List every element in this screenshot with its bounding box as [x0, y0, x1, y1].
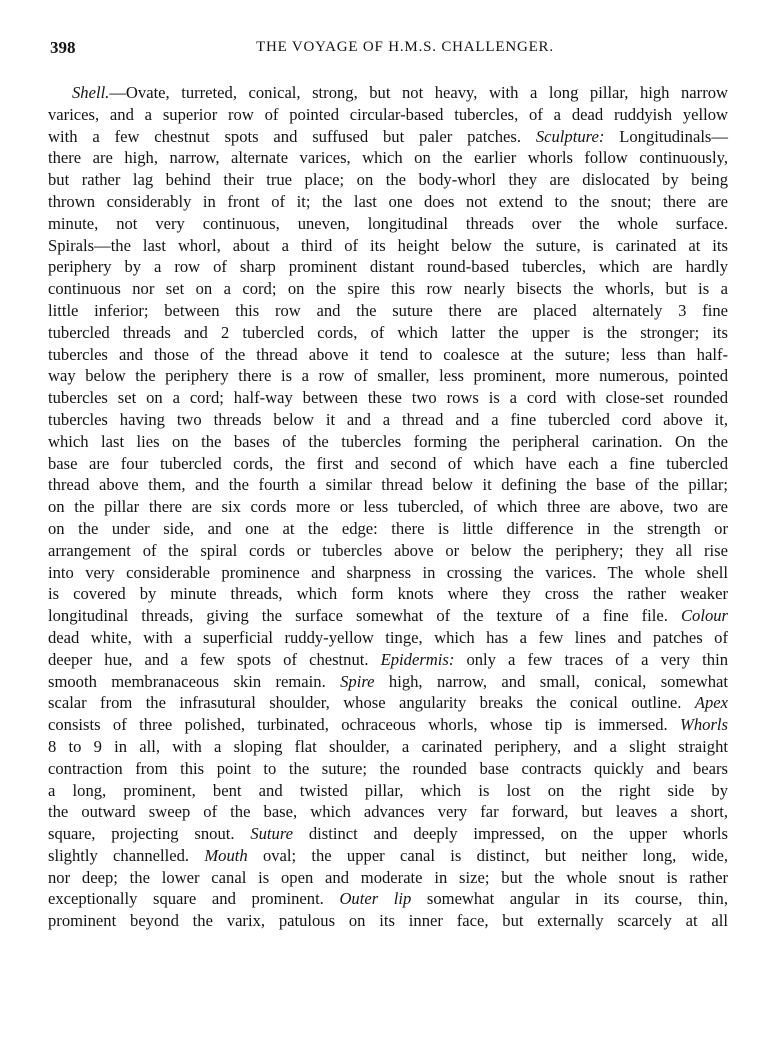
- text-line: [48, 910, 728, 932]
- text-line: [48, 714, 728, 736]
- italic-term: Mouth: [204, 845, 248, 865]
- text-segment: nor deep; the lower canal is open and moderate in size; but the whole snout is rather: [48, 867, 728, 887]
- text-line: [48, 104, 728, 126]
- text-segment: only a few traces of a very thin: [454, 649, 728, 669]
- text-segment: dead white, with a superficial ruddy-yellow tinge, which has a few lines and patches of: [48, 627, 728, 647]
- text-segment: but rather lag behind their true place; on the body-whorl they are dislocated by being: [48, 170, 728, 190]
- text-segment: the outward sweep of the base, which advances very far forward, but leaves a short,: [48, 802, 728, 822]
- text-segment: thrown considerably in front of it; the last one does not extend to the snout; there are: [48, 191, 728, 211]
- italic-term: Epidermis:: [380, 649, 455, 669]
- italic-term: Suture: [250, 824, 294, 844]
- text-segment: tubercled threads and 2 tubercled cords, of which latter the upper is the stronger; its: [48, 322, 728, 342]
- text-segment: minute, not very continuous, uneven, longitudinal threads over the whole surface.: [48, 213, 728, 233]
- text-line: [48, 256, 728, 278]
- italic-term: Whorls: [680, 715, 728, 735]
- text-line: [48, 474, 728, 496]
- text-line: [48, 888, 728, 910]
- text-line: [48, 736, 728, 758]
- text-line: [48, 649, 728, 671]
- italic-term: Shell.: [72, 83, 110, 102]
- text-line: [48, 387, 728, 409]
- text-line: [48, 453, 728, 475]
- text-segment: base are four tubercled cords, the first and second of which have each a fine tubercled: [48, 453, 728, 473]
- text-segment: varices, and a superior row of pointed circular-based tubercles, of a dead ruddyish yellow: [48, 104, 728, 124]
- text-segment: tubercles having two threads below it and a thread and a fine tubercled cord above it,: [48, 409, 728, 429]
- text-segment: on the pillar there are six cords more or less tubercled, of which three are above, two are: [48, 497, 728, 517]
- page-number: 398: [50, 38, 76, 57]
- text-segment: somewhat angular in its course, thin,: [411, 889, 728, 909]
- text-segment: which last lies on the bases of the tubercles forming the peripheral carination. On the: [48, 431, 728, 451]
- text-line: [48, 627, 728, 649]
- text-segment: distinct and deeply impressed, on the upper whorls: [293, 824, 728, 844]
- italic-term: Outer lip: [339, 889, 412, 909]
- text-segment: longitudinal threads, giving the surface somewhat of the texture of a fine file.: [48, 606, 681, 626]
- text-line: [48, 409, 728, 431]
- text-segment: deeper hue, and a few spots of chestnut.: [48, 649, 381, 669]
- running-title: THE VOYAGE OF H.M.S. CHALLENGER.: [256, 39, 554, 55]
- text-line: [48, 518, 728, 540]
- text-line: [48, 213, 728, 235]
- text-segment: 8 to 9 in all, with a sloping flat shoulder, a carinated periphery, and a slight straight: [48, 736, 728, 756]
- text-line: [48, 365, 728, 387]
- text-segment: is covered by minute threads, which form knots where they cross the rather weaker: [48, 584, 728, 604]
- text-line: [48, 147, 728, 169]
- text-line: [48, 845, 728, 867]
- italic-term: Colour: [680, 606, 728, 626]
- text-segment: way below the periphery there is a row of smaller, less prominent, more numerous, pointed: [48, 366, 728, 386]
- italic-term: Spire: [340, 671, 375, 691]
- text-line: [48, 169, 728, 191]
- text-line: [48, 562, 728, 584]
- text-segment: little inferior; between this row and the suture there are placed alternately 3 fine: [48, 300, 728, 320]
- page-header: [50, 38, 730, 60]
- text-line: [48, 671, 728, 693]
- text-segment: contraction from this point to the suture; the rounded base contracts quickly and bears: [48, 758, 728, 778]
- text-line: [48, 496, 728, 518]
- text-segment: with a few chestnut spots and suffused but paler patches.: [48, 126, 536, 146]
- text-segment: consists of three polished, turbinated, ochraceous whorls, whose tip is immersed.: [48, 715, 681, 735]
- text-segment: high, narrow, and small, conical, somewhat: [374, 671, 728, 691]
- text-line: [48, 758, 728, 780]
- text-line: [48, 82, 728, 104]
- italic-term: Apex: [694, 693, 728, 713]
- text-segment: periphery by a row of sharp prominent distant round-based tubercles, which are hardly: [48, 257, 728, 277]
- text-line: [48, 235, 728, 257]
- text-line: [48, 540, 728, 562]
- text-line: [48, 191, 728, 213]
- text-segment: scalar from the infrasutural shoulder, whose angularity breaks the conical outline.: [48, 693, 695, 713]
- text-segment: thread above them, and the fourth a similar thread below it defining the base of the pillar;: [48, 475, 728, 495]
- text-segment: Longitudinals—: [604, 126, 728, 146]
- text-segment: oval; the upper canal is distinct, but neither long, wide,: [247, 845, 728, 865]
- text-segment: —Ovate, turreted, conical, strong, but not heavy, with a long pillar, high narrow: [109, 83, 728, 102]
- text-line: [48, 605, 728, 627]
- text-line: [48, 300, 728, 322]
- text-line: [48, 867, 728, 889]
- text-segment: slightly channelled.: [48, 845, 205, 865]
- text-segment: a long, prominent, bent and twisted pillar, which is lost on the right side by: [48, 780, 728, 800]
- body-paragraph: [48, 82, 728, 932]
- text-segment: tubercles and those of the thread above it tend to coalesce at the suture; less than half-: [48, 344, 728, 364]
- text-segment: into very considerable prominence and sharpness in crossing the varices. The whole shell: [48, 562, 728, 582]
- text-segment: arrangement of the spiral cords or tubercles above or below the periphery; they all rise: [48, 540, 728, 560]
- text-line: [48, 583, 728, 605]
- text-line: [48, 431, 728, 453]
- text-segment: square, projecting snout.: [48, 824, 251, 844]
- text-segment: continuous nor set on a cord; on the spire this row nearly bisects the whorls, but is a: [48, 279, 728, 299]
- italic-term: Sculpture:: [535, 126, 605, 146]
- text-segment: smooth membranaceous skin remain.: [48, 671, 341, 691]
- text-line: [48, 823, 728, 845]
- text-segment: tubercles set on a cord; half-way between these two rows is a cord with close-set rounded: [48, 388, 728, 408]
- text-line: [48, 322, 728, 344]
- text-line: [48, 278, 728, 300]
- text-line: [48, 126, 728, 148]
- text-segment: on the under side, and one at the edge: there is little difference in the strength or: [48, 518, 728, 538]
- text-line: [48, 780, 728, 802]
- text-segment: Spirals—the last whorl, about a third of its height below the suture, is carinated at its: [48, 235, 728, 255]
- text-segment: there are high, narrow, alternate varices, which on the earlier whorls follow continuously,: [48, 148, 728, 168]
- text-line: [48, 801, 728, 823]
- text-segment: exceptionally square and prominent.: [48, 889, 340, 909]
- text-line: [48, 692, 728, 714]
- text-line: [48, 344, 728, 366]
- text-segment: prominent beyond the varix, patulous on its inner face, but externally scarcely at all: [48, 911, 728, 931]
